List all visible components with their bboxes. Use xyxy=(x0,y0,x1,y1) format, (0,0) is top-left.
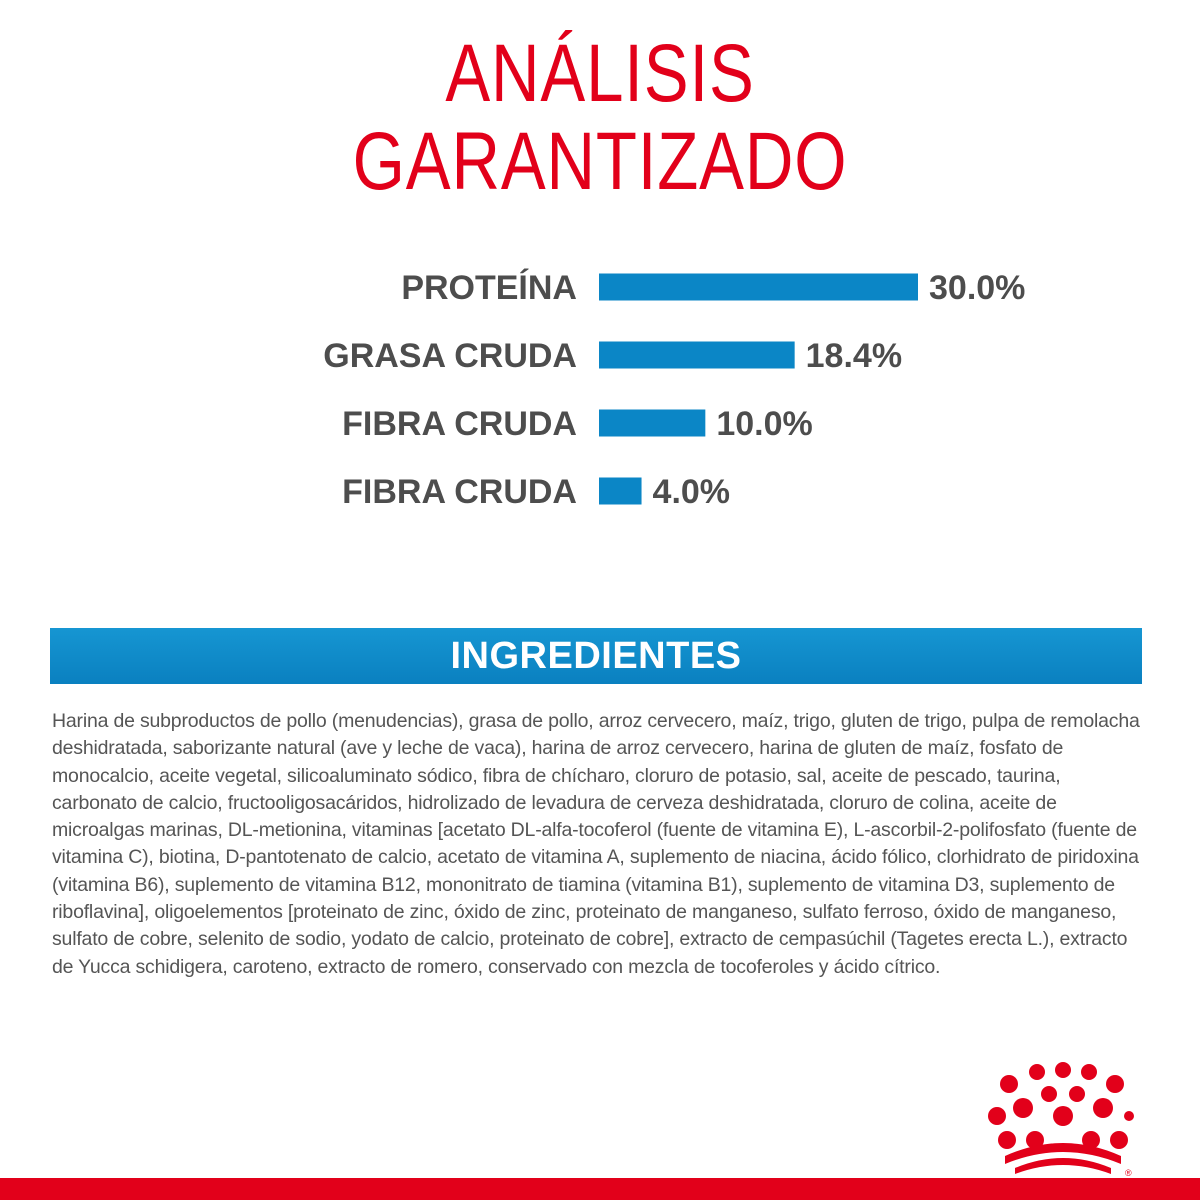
title-line-2: GARANTIZADO xyxy=(352,116,848,207)
ingredients-text: Harina de subproductos de pollo (menudencias), grasa de pollo, arroz cervecero, maíz, trigo, gluten de trigo, pulpa de remolacha deshidratada, saborizante natural (ave y leche de vaca), harina de arroz cervecero, harina de gluten de maíz, fosfato de monocalcio, aceite vegetal, silicoaluminato sódico, fibra de chícharo, cloruro de potasio, sal, aceite de pescado, taurina, carbonato de calcio, fructooligosacáridos, hidrolizado de levadura de cerveza deshidratada, cloruro de colina, aceite de microalgas marinas, DL-metionina, vitaminas [acetato DL-alfa-tocoferol (fuente de vitamina E), L-ascorbil-2-polifosfato (fuente de vitamina C), biotina, D-pantotenato de calcio, acetato de vitamina A, suplemento de niacina, ácido fólico, clorhidrato de piridoxina (vitamina B6), suplemento de vitamina B12, mononitrato de tiamina (vitamina B1), suplemento de vitamina D3, suplemento de riboflavina], oligoelementos [proteinato de zinc, óxido de zinc, proteinato de manganeso, sulfato ferroso, óxido de manganeso, sulfato de cobre, selenito de sodio, yodato de calcio, proteinato de cobre], extracto de cempasúchil (Tagetes erecta L.), extracto de Yucca schidigera, caroteno, extracto de romero, conservado con mezcla de tocoferoles y ácido cítrico. xyxy=(52,710,1140,978)
page-title xyxy=(108,30,1092,206)
ingredients-header-label: INGREDIENTES xyxy=(450,635,742,677)
bar-value-label: 18.4% xyxy=(805,337,903,375)
bar xyxy=(599,478,642,505)
ingredients-header xyxy=(50,628,1142,684)
bar xyxy=(599,410,705,437)
bar-category-label: FIBRA CRUDA xyxy=(342,473,577,511)
bar xyxy=(599,342,795,369)
bar-value-label: 4.0% xyxy=(652,473,731,511)
bar-value-label: 10.0% xyxy=(716,405,813,443)
bar-category-label: PROTEÍNA xyxy=(401,269,577,307)
bar-category-label: GRASA CRUDA xyxy=(323,337,577,375)
bar-category-label: FIBRA CRUDA xyxy=(342,405,577,443)
bar xyxy=(599,274,918,301)
bottom-red-band xyxy=(0,1178,1200,1200)
title-line-1: ANÁLISIS xyxy=(445,28,755,119)
bar-value-label: 30.0% xyxy=(929,269,1026,307)
nutrient-bar-chart xyxy=(0,250,1200,550)
registered-mark: ® xyxy=(1125,1168,1132,1178)
crown-icon xyxy=(985,1060,1135,1180)
